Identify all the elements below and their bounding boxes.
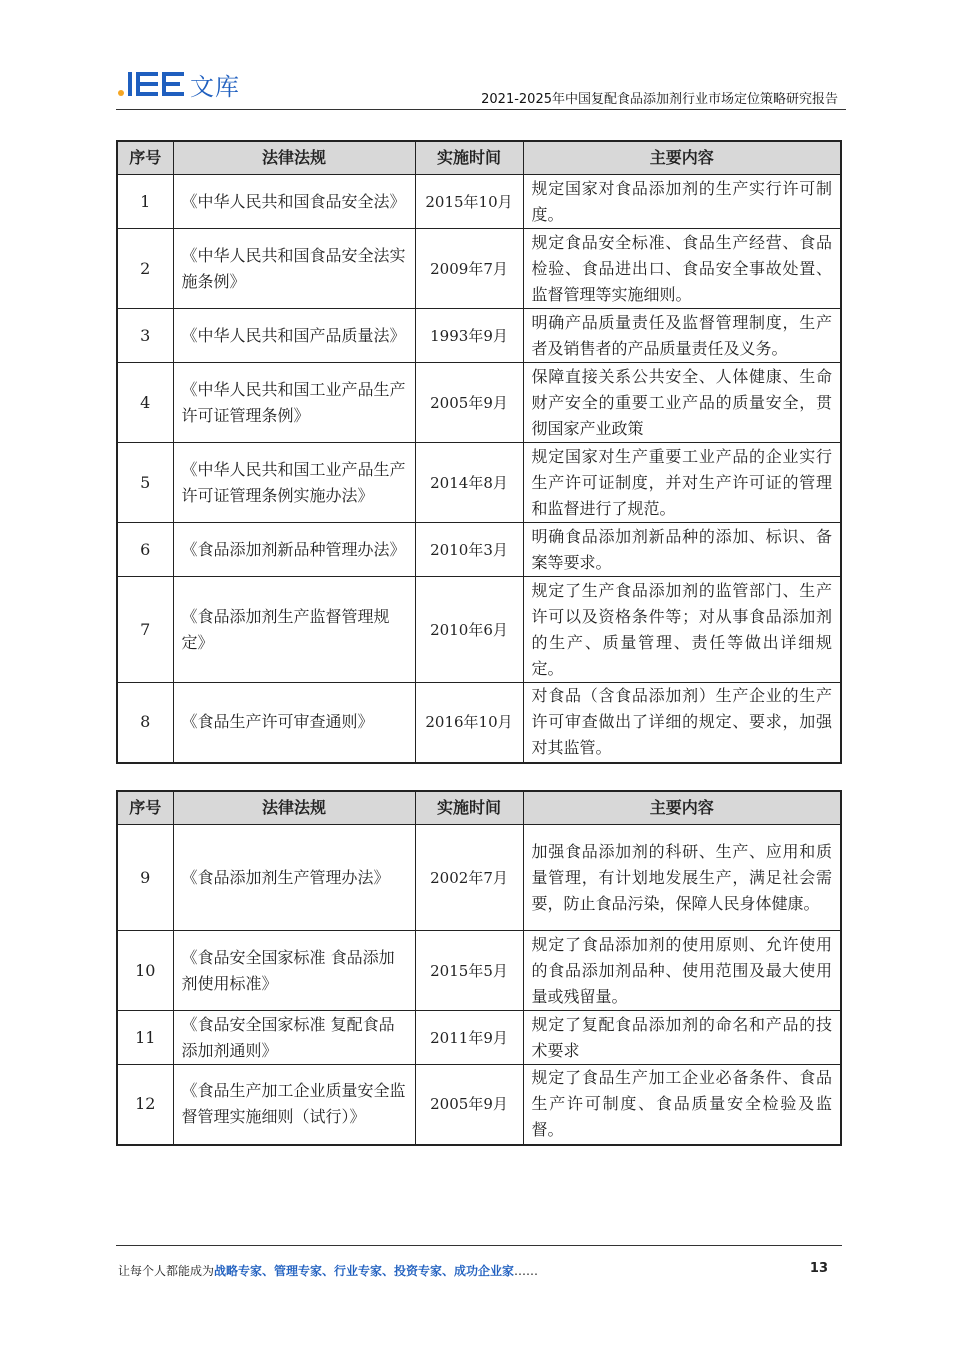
table-row (117, 577, 841, 683)
row-no: 7 (117, 577, 173, 683)
row-time: 2016年10月 (415, 683, 523, 763)
row-time: 2005年9月 (415, 363, 523, 443)
row-no: 12 (117, 1065, 173, 1145)
header-law: 法律法规 (173, 141, 415, 175)
logo (118, 66, 240, 102)
logo-mark-icon (128, 72, 186, 96)
logo-text: 文库 (190, 72, 240, 101)
row-law: 《食品添加剂新品种管理办法》 (173, 523, 415, 577)
table-row (117, 175, 841, 229)
row-time: 2015年10月 (415, 175, 523, 229)
row-time: 2011年9月 (415, 1011, 523, 1065)
header-no: 序号 (117, 141, 173, 175)
row-law: 《中华人民共和国工业产品生产许可证管理条例实施办法》 (173, 443, 415, 523)
table-row (117, 523, 841, 577)
row-time: 1993年9月 (415, 309, 523, 363)
row-law: 《中华人民共和国食品安全法》 (173, 175, 415, 229)
row-law: 《食品生产许可审查通则》 (173, 683, 415, 763)
row-no: 1 (117, 175, 173, 229)
header-time: 实施时间 (415, 791, 523, 825)
row-content: 规定了复配食品添加剂的命名和产品的技术要求 (523, 1011, 841, 1065)
table-header-row (117, 141, 841, 175)
row-content: 对食品（含食品添加剂）生产企业的生产许可审查做出了详细的规定、要求，加强对其监管。 (523, 683, 841, 763)
header-divider (116, 109, 846, 110)
row-law: 《食品生产加工企业质量安全监督管理实施细则（试行）》 (173, 1065, 415, 1145)
logo-dot-icon (118, 90, 124, 96)
page-number: 13 (809, 1261, 828, 1276)
header-time: 实施时间 (415, 141, 523, 175)
row-law: 《食品安全国家标准 复配食品添加剂通则》 (173, 1011, 415, 1065)
table-header-row (117, 791, 841, 825)
header-law: 法律法规 (173, 791, 415, 825)
footer-slogan (118, 1262, 538, 1279)
table-row (117, 363, 841, 443)
row-no: 10 (117, 931, 173, 1011)
table-row (117, 825, 841, 931)
row-time: 2002年7月 (415, 825, 523, 931)
header-content: 主要内容 (523, 791, 841, 825)
row-no: 11 (117, 1011, 173, 1065)
header-no: 序号 (117, 791, 173, 825)
row-content: 规定国家对生产重要工业产品的企业实行生产许可证制度，并对生产许可证的管理和监督进行了规范。 (523, 443, 841, 523)
footer-divider (116, 1245, 842, 1246)
row-content: 保障直接关系公共安全、人体健康、生命财产安全的重要工业产品的质量安全，贯彻国家产业政策 (523, 363, 841, 443)
row-content: 规定了食品生产加工企业必备条件、食品生产许可制度、食品质量安全检验及监督。 (523, 1065, 841, 1145)
table-row (117, 683, 841, 763)
row-no: 9 (117, 825, 173, 931)
row-content: 明确食品添加剂新品种的添加、标识、备案等要求。 (523, 523, 841, 577)
row-time: 2005年9月 (415, 1065, 523, 1145)
footer-suffix: …… (514, 1264, 539, 1278)
row-time: 2009年7月 (415, 229, 523, 309)
row-content: 规定了食品添加剂的使用原则、允许使用的食品添加剂品种、使用范围及最大使用量或残留量。 (523, 931, 841, 1011)
regulation-table-1 (116, 140, 842, 764)
report-title: 2021-2025年中国复配食品添加剂行业市场定位策略研究报告 (481, 92, 838, 107)
table-row (117, 1065, 841, 1145)
row-law: 《中华人民共和国工业产品生产许可证管理条例》 (173, 363, 415, 443)
row-law: 《食品添加剂生产监督管理规定》 (173, 577, 415, 683)
row-law: 《食品安全国家标准 食品添加剂使用标准》 (173, 931, 415, 1011)
row-content: 规定食品安全标准、食品生产经营、食品检验、食品进出口、食品安全事故处置、监督管理等实施细则。 (523, 229, 841, 309)
row-law: 《食品添加剂生产管理办法》 (173, 825, 415, 931)
row-law: 《中华人民共和国产品质量法》 (173, 309, 415, 363)
table-row (117, 443, 841, 523)
row-content: 加强食品添加剂的科研、生产、应用和质量管理，有计划地发展生产，满足社会需要，防止食品污染，保障人民身体健康。 (523, 825, 841, 931)
row-content: 规定了生产食品添加剂的监管部门、生产许可以及资格条件等；对从事食品添加剂的生产、质量管理、责任等做出详细规定。 (523, 577, 841, 683)
row-no: 5 (117, 443, 173, 523)
row-time: 2014年8月 (415, 443, 523, 523)
row-law: 《中华人民共和国食品安全法实施条例》 (173, 229, 415, 309)
table-row (117, 229, 841, 309)
row-no: 6 (117, 523, 173, 577)
row-time: 2010年3月 (415, 523, 523, 577)
row-no: 3 (117, 309, 173, 363)
row-no: 8 (117, 683, 173, 763)
table-row (117, 1011, 841, 1065)
table-row (117, 309, 841, 363)
row-no: 2 (117, 229, 173, 309)
row-time: 2015年5月 (415, 931, 523, 1011)
row-content: 明确产品质量责任及监督管理制度，生产者及销售者的产品质量责任及义务。 (523, 309, 841, 363)
footer-prefix: 让每个人都能成为 (118, 1264, 215, 1278)
row-no: 4 (117, 363, 173, 443)
regulation-table-2 (116, 790, 842, 1146)
table-row (117, 931, 841, 1011)
row-content: 规定国家对食品添加剂的生产实行许可制度。 (523, 175, 841, 229)
row-time: 2010年6月 (415, 577, 523, 683)
header-content: 主要内容 (523, 141, 841, 175)
footer-highlight: 战略专家、管理专家、行业专家、投资专家、成功企业家 (214, 1264, 515, 1278)
